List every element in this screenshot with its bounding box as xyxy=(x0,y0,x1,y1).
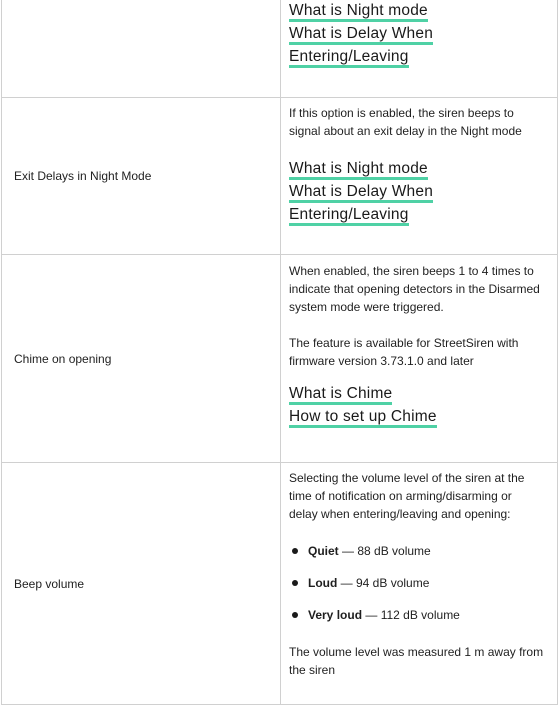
note-line: firmware version 3.73.1.0 and later xyxy=(289,354,474,368)
setting-name-cell xyxy=(2,0,281,97)
option-detail: — 94 dB volume xyxy=(337,576,430,590)
note-line: The feature is available for StreetSiren with xyxy=(289,336,519,350)
setting-description-cell xyxy=(281,255,557,462)
list-item xyxy=(289,606,549,638)
description-line: indicate that opening detectors in the Disarmed xyxy=(289,282,540,296)
link-what-is-chime[interactable]: What is Chime xyxy=(289,385,392,405)
description-line: signal about an exit delay in the Night mode xyxy=(289,124,522,138)
link-what-is-night-mode[interactable]: What is Night mode xyxy=(289,2,428,22)
list-item xyxy=(289,542,549,574)
link-how-to-set-up-chime[interactable]: How to set up Chime xyxy=(289,408,437,428)
footer-line: the siren xyxy=(289,663,336,677)
table-row xyxy=(2,462,557,704)
list-item xyxy=(289,574,549,606)
table-row xyxy=(2,254,557,462)
setting-name: Exit Delays in Night Mode xyxy=(14,169,152,183)
link-what-is-delay[interactable]: What is Delay When xyxy=(289,183,433,203)
link-what-is-delay[interactable]: What is Delay When xyxy=(289,25,433,45)
bullet-icon xyxy=(292,612,298,618)
setting-name: Beep volume xyxy=(14,576,85,591)
setting-description-cell xyxy=(281,463,557,704)
link-entering-leaving[interactable]: Entering/Leaving xyxy=(289,48,409,68)
table-row xyxy=(2,97,557,254)
description-line: Selecting the volume level of the siren at the xyxy=(289,471,525,485)
option-name: Quiet xyxy=(308,544,339,558)
option-name: Very loud xyxy=(308,608,363,622)
option-detail: — 112 dB volume xyxy=(362,608,460,622)
description-line: delay when entering/leaving and opening: xyxy=(289,507,511,521)
description-line: system mode were triggered. xyxy=(289,300,444,314)
link-entering-leaving[interactable]: Entering/Leaving xyxy=(289,206,409,226)
table-row xyxy=(2,0,557,97)
bullet-icon xyxy=(292,548,298,554)
link-what-is-night-mode[interactable]: What is Night mode xyxy=(289,160,428,180)
volume-options-list xyxy=(289,542,549,638)
setting-name-cell xyxy=(2,463,281,704)
description-line: time of notification on arming/disarming or xyxy=(289,489,512,503)
option-name: Loud xyxy=(308,576,338,590)
setting-name-cell xyxy=(2,98,281,254)
bullet-icon xyxy=(292,580,298,586)
setting-description-cell xyxy=(281,0,557,97)
description-line: When enabled, the siren beeps 1 to 4 times to xyxy=(289,264,534,278)
settings-table xyxy=(1,0,558,705)
footer-line: The volume level was measured 1 m away from xyxy=(289,645,544,659)
setting-description-cell xyxy=(281,98,557,254)
description-line: If this option is enabled, the siren beeps to xyxy=(289,106,514,120)
option-detail: — 88 dB volume xyxy=(338,544,431,558)
setting-name-cell xyxy=(2,255,281,462)
setting-name: Chime on opening xyxy=(14,351,112,366)
